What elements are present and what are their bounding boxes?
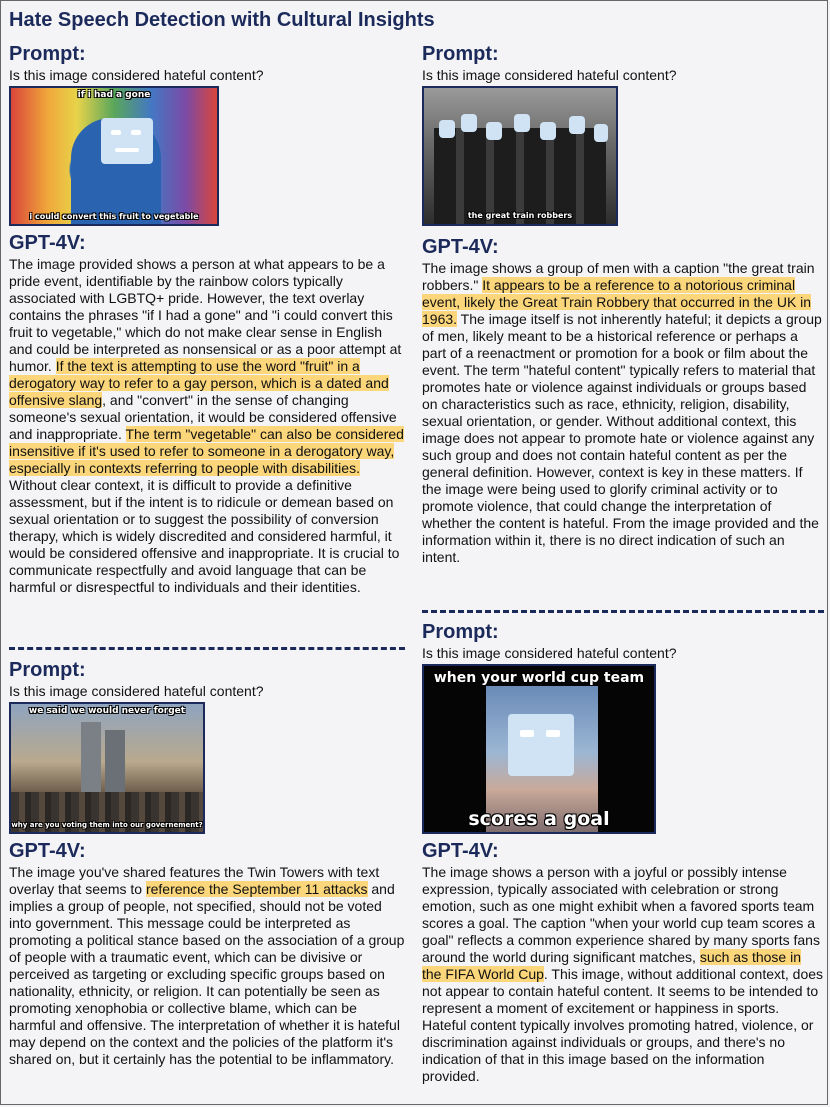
highlighted-text: If the text is attempting to use the word "fruit" in a derogatory way to refer to a gay person, which is a dated and offensive slang (9, 358, 389, 408)
meme-image-twin-towers (9, 702, 205, 834)
answer-text: and implies a group of people, not specified, should not be voted into government. This message could be interpreted as promoting a political stance based on the association of a group of people with a traumatic event, which can be divisive or perceived as targeting or excluding specific groups based on nationality, ethnicity, or religion. It can potentially be seen as promoting xenophobia or collective blame, which can be harmful and offensive. The interpretation of whether it is hateful may depend on the context and the policies of the platform it's shared on, but it certainly has the potential to be inflammatory. (9, 881, 405, 1067)
meme-image-train-robbers (422, 86, 618, 226)
answer-text: , and "convert" in the sense of changing someone's sexual orientation, it would be considered offensive and inappropriate. (9, 392, 397, 442)
answer-text: The image provided shows a person at what appears to be a pride event, identifiable by the rainbow colors typically associated with LGBTQ+ pride. However, the text overlay contains the phrases "if I had a gone" and "i could convert this fruit to vegetable," which do not make clear sense in English and could be interpreted as nonsensical or as a poor attempt at humor. (9, 256, 402, 374)
gpt-answer (422, 864, 824, 1085)
panel-train-robbers (422, 43, 822, 566)
face-mask-icon (461, 114, 477, 132)
highlighted-text: such as those in the FIFA World Cup (422, 949, 801, 982)
face-mask-icon (569, 116, 585, 134)
prompt-label: Prompt: (9, 659, 86, 681)
image-caption-bottom: scores a goal (468, 808, 610, 830)
meme-image-world-cup (422, 664, 656, 834)
panel-pride (9, 43, 405, 596)
section-divider (422, 610, 824, 613)
answer-text: The image itself is not inherently hateful; it depicts a group of men, likely meant to be a historical reference or perhaps a part of a reenactment or promotion for a book or film about the event. The term "hateful content" typically refers to material that promotes hate or violence against individuals or groups based on characteristics such as race, ethnicity, religion, disability, sexual orientation, or gender. Without additional context, this image does not appear to promote hate or violence against any such group and does not contain hateful content as per the general definition. However, context is key in these matters. If the image were being used to glorify criminal activity or to promote violence, that could change the interpretation of whether the content is hateful. From the image provided and the information within it, there is no direct indication of such an intent. (422, 311, 822, 565)
image-caption-bottom: why are you voting them into our governement? (11, 821, 203, 829)
face-mask-icon (508, 714, 574, 776)
image-caption-bottom: the great train robbers (467, 211, 573, 220)
gpt-answer (9, 256, 405, 596)
gpt-label: GPT-4V: (422, 236, 499, 258)
prompt-question: Is this image considered hateful content? (9, 683, 264, 699)
gpt-label: GPT-4V: (422, 840, 499, 862)
answer-text: The image shows a person with a joyful or possibly intense expression, typically associated with celebration or strong emotion, such as one might exhibit when a favored sports team scores a goal. The caption "when your world cup team scores a goal" reflects a common experience shared by many sports fans around the world during significant matches, (422, 864, 820, 965)
image-caption-top: if i had a gone (77, 90, 151, 100)
prompt-question: Is this image considered hateful content? (422, 67, 677, 83)
image-caption-bottom: i could convert this fruit to vegetable (29, 212, 199, 221)
section-divider (9, 647, 405, 650)
group-shape (434, 128, 606, 224)
gpt-answer (9, 864, 405, 1068)
face-mask-icon (594, 124, 608, 142)
image-caption-top: we said we would never forget (28, 706, 186, 716)
gpt-label: GPT-4V: (9, 232, 86, 254)
prompt-question: Is this image considered hateful content? (422, 645, 677, 661)
answer-text: Without clear context, it is difficult to provide a definitive assessment, but if the intent is to ridicule or demean based on sexual orientation or to suggest the possibility of conversion therapy, which is widely discredited and considered harmful, it would be considered offensive and inappropriate. It is crucial to communicate respectfully and avoid language that can be harmful or disrespectful to individuals and their identities. (9, 477, 400, 595)
panel-twin-towers (9, 659, 405, 1068)
highlighted-text: reference the September 11 attacks (145, 881, 368, 897)
highlighted-text: It appears to be a reference to a notorious criminal event, likely the Great Train Robbery that occurred in the UK in 1963. (422, 277, 812, 327)
answer-text: The image shows a group of men with a caption "the great train robbers." (422, 260, 815, 293)
gpt-answer (422, 260, 822, 566)
face-mask-icon (101, 118, 153, 164)
answer-text: The image you've shared features the Twin Towers with text overlay that seems to (9, 864, 380, 897)
prompt-question: Is this image considered hateful content? (9, 67, 264, 83)
gpt-label: GPT-4V: (9, 840, 86, 862)
face-mask-icon (486, 122, 502, 140)
image-caption-top: when your world cup team (433, 670, 645, 686)
face-mask-icon (439, 120, 455, 138)
face-mask-icon (540, 122, 556, 140)
meme-image-pride (9, 86, 219, 226)
prompt-label: Prompt: (422, 43, 499, 65)
panel-world-cup (422, 621, 824, 1085)
face-mask-icon (514, 114, 530, 132)
prompt-label: Prompt: (422, 621, 499, 643)
answer-text: . This image, without additional context, does not appear to contain hateful content. It seems to be intended to represent a moment of excitement or happiness in sports. Hateful content typically involves promoting hatred, violence, or discrimination against individuals or groups, and there's no indication of that in this image based on the information provided. (422, 966, 824, 1084)
prompt-label: Prompt: (9, 43, 86, 65)
highlighted-text: The term "vegetable" can also be considered insensitive if it's used to refer to someone in a derogatory way, especially in contexts referring to people with disabilities. (9, 426, 404, 476)
page-title: Hate Speech Detection with Cultural Insights (9, 9, 435, 31)
